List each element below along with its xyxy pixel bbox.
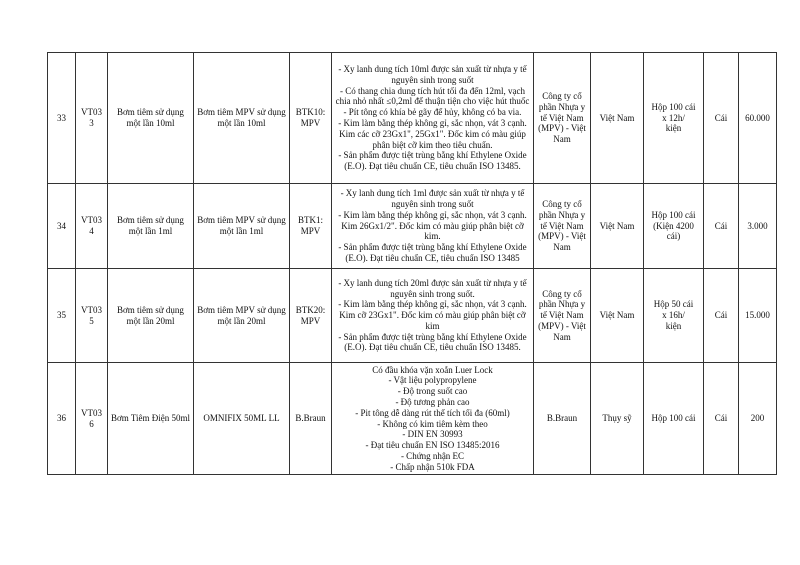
manufacturer: Công ty cổ phần Nhựa y tế Việt Nam (MPV) - Việt Nam	[534, 53, 591, 184]
spec-cell	[332, 184, 534, 269]
spec-cell	[332, 363, 534, 475]
table-row	[48, 363, 777, 475]
packing: Hộp 100 cái (Kiện 4200 cái)	[644, 184, 704, 269]
spec-line: - Kim làm bằng thép không gỉ, sắc nhọn, vát 3 cạnh. Kim 26Gx1/2". Đốc kim có màu giúp phân biệt cỡ kim.	[338, 209, 527, 242]
item-code: VT03 5	[76, 269, 108, 363]
item-name: Bơm tiêm sử dụng một lần 20ml	[108, 269, 194, 363]
spec-line: - Độ trong suốt cao	[397, 386, 468, 397]
spec-line: - Đạt tiêu chuẩn EN ISO 13485:2016	[365, 440, 500, 451]
origin: Thụy sỹ	[591, 363, 644, 475]
product-name: Bơm tiêm MPV sử dụng một lần 10ml	[194, 53, 290, 184]
table-row	[48, 184, 777, 269]
item-code: VT03 4	[76, 184, 108, 269]
model-code: BTK10: MPV	[290, 53, 332, 184]
unit: Cái	[704, 269, 739, 363]
unit: Cái	[704, 184, 739, 269]
spec-line: - Có thang chia dung tích hút tối đa đến 12ml, vạch chia nhỏ nhất ≤0,2ml để thuận tiện cho việc hút thuốc	[335, 85, 530, 107]
unit: Cái	[704, 363, 739, 475]
spec-line: - Độ tương phản cao	[395, 396, 470, 407]
spec-line: - Pit tông dễ dàng rút thể tích tối đa (60ml)	[355, 407, 510, 418]
origin: Việt Nam	[591, 53, 644, 184]
product-name: Bơm tiêm MPV sử dụng một lần 20ml	[194, 269, 290, 363]
spec-line: - Xy lanh dung tích 1ml được sản xuất từ nhựa y tế nguyên sinh trong suốt	[340, 188, 525, 209]
supply-table	[47, 52, 777, 475]
item-name: Bơm tiêm sử dụng một lần 10ml	[108, 53, 194, 184]
spec-line: - DIN EN 30993	[402, 429, 463, 440]
spec-cell	[332, 269, 534, 363]
row-number: 34	[48, 184, 76, 269]
row-number: 35	[48, 269, 76, 363]
quantity: 200	[739, 363, 777, 475]
spec-line: - Sản phẩm được tiệt trùng bằng khí Ethylene Oxide (E.O). Đạt tiêu chuẩn CE, tiêu chuẩn ISO 13485	[338, 242, 527, 263]
spec-line: - Sản phẩm được tiệt trùng bằng khí Ethylene Oxide (E.O). Đạt tiêu chuẩn CE, tiêu chuẩn ISO 13485.	[338, 150, 527, 172]
packing: Hộp 50 cái x 16h/ kiện	[644, 269, 704, 363]
spec-cell	[332, 53, 534, 184]
spec-line: - Chấp nhận 510k FDA	[390, 461, 475, 472]
table-row	[48, 53, 777, 184]
packing: Hộp 100 cái x 12h/ kiện	[644, 53, 704, 184]
item-name: Bơm Tiêm Điện 50ml	[108, 363, 194, 475]
item-code: VT03 6	[76, 363, 108, 475]
product-name: Bơm tiêm MPV sử dụng một lần 1ml	[194, 184, 290, 269]
origin: Việt Nam	[591, 184, 644, 269]
model-code: BTK1: MPV	[290, 184, 332, 269]
manufacturer: Công ty cổ phần Nhựa y tế Việt Nam (MPV) - Việt Nam	[534, 269, 591, 363]
quantity: 60.000	[739, 53, 777, 184]
item-name: Bơm tiêm sử dụng một lần 1ml	[108, 184, 194, 269]
origin: Việt Nam	[591, 269, 644, 363]
quantity: 3.000	[739, 184, 777, 269]
spec-line: - Sản phẩm được tiệt trùng bằng khí Ethylene Oxide (E.O). Đạt tiêu chuẩn CE, tiêu chuẩn ISO 13485.	[338, 331, 527, 353]
spec-line: - Không có kim tiêm kèm theo	[377, 418, 488, 429]
row-number: 36	[48, 363, 76, 475]
manufacturer: B.Braun	[534, 363, 591, 475]
spec-line: - Xy lanh dung tích 20ml được sản xuất từ nhựa y tế nguyên sinh trong suốt.	[338, 277, 527, 299]
unit: Cái	[704, 53, 739, 184]
spec-line: - Kim làm bằng thép không gỉ, sắc nhọn, vát 3 cạnh. Kim các cỡ 23Gx1", 25Gx1". Đốc kim có màu giúp phân biệt cỡ kim theo tiêu chuẩn.	[338, 118, 527, 150]
packing: Hộp 100 cái	[644, 363, 704, 475]
quantity: 15.000	[739, 269, 777, 363]
spec-line: Có đầu khóa vặn xoắn Luer Lock	[372, 364, 493, 375]
model-code: BTK20: MPV	[290, 269, 332, 363]
spec-line: - Pít tông có khía bẻ gãy để hủy, không có ba via.	[343, 107, 522, 118]
manufacturer: Công ty cổ phần Nhựa y tế Việt Nam (MPV) - Việt Nam	[534, 184, 591, 269]
item-code: VT03 3	[76, 53, 108, 184]
row-number: 33	[48, 53, 76, 184]
spec-line: - Kim làm bằng thép không gỉ, sắc nhọn, vát 3 cạnh. Kim cỡ 23Gx1". Đốc kim có màu giúp phân biệt cỡ kim	[338, 299, 527, 331]
table-row	[48, 269, 777, 363]
spec-line: - Vật liệu polypropylene	[388, 375, 477, 386]
model-code: B.Braun	[290, 363, 332, 475]
spec-line: - Chứng nhận EC	[400, 450, 465, 461]
spec-line: - Xy lanh dung tích 10ml được sản xuất từ nhựa y tế nguyên sinh trong suốt	[338, 64, 527, 85]
product-name: OMNIFIX 50ML LL	[194, 363, 290, 475]
